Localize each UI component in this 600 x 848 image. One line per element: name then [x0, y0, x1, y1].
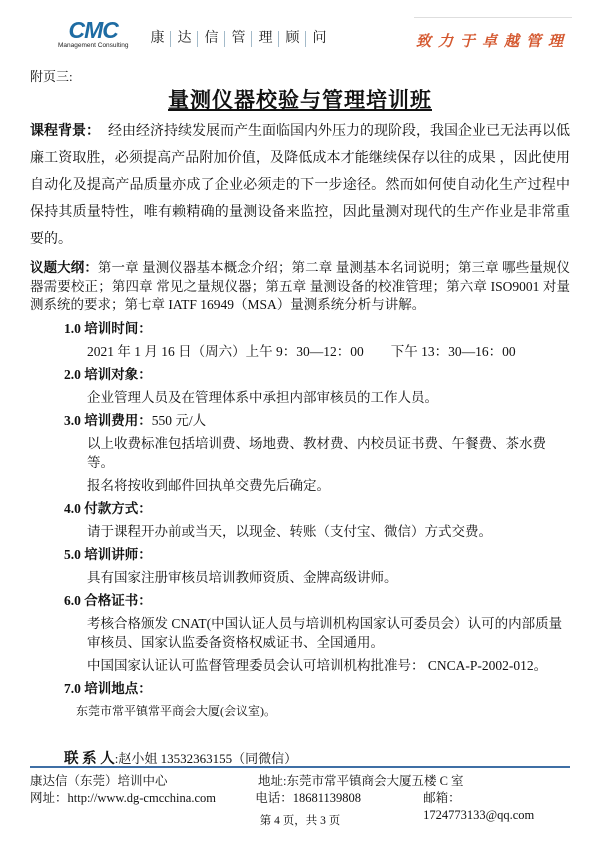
- footer-address: 地址:东莞市常平镇商会大厦五楼 C 室: [258, 774, 464, 788]
- section-line: 考核合格颁发 CNAT(中国认证人员与培训机构国家认可委员会）认可的内部质量审核员、国家认监委备资格权威证书、全国通用。: [87, 615, 563, 650]
- section-training-fee: [30, 411, 570, 495]
- section-training-time: [30, 319, 570, 361]
- brand-name: [144, 31, 332, 47]
- section-line: 2021 年 1 月 16 日（周六）上午 9：30—12：00 下午 13：30—16：00: [87, 343, 516, 359]
- section-certificate: [30, 591, 570, 675]
- brand-block: [58, 17, 332, 49]
- agenda-text: 第一章 量测仪器基本概念介绍；第二章 量测基本名词说明；第三章 哪些量规仪器需要校正；第四章 常见之量规仪器；第五章 量测设备的校准管理；第六章 ISO9001 对量测系统的要求；第七章 IATF 16949（MSA）量测系统分析与讲解。: [30, 260, 571, 312]
- agenda-label: 议题大纲：: [30, 260, 98, 275]
- brand-char: 康: [144, 31, 171, 47]
- section-heading: 6.0 合格证书：: [64, 592, 152, 608]
- footer-email: 邮箱：1724773133@qq.com: [423, 791, 535, 822]
- section-training-audience: [30, 365, 570, 407]
- brand-char: 信: [198, 31, 225, 47]
- footer-row: [30, 773, 570, 790]
- section-heading: 1.0 培训时间：: [64, 320, 152, 336]
- section-line: 请于课程开办前或当天，以现金、转账（支付宝、微信）方式交费。: [87, 523, 492, 539]
- section-heading: 3.0 培训费用：550 元/人: [64, 412, 207, 428]
- brand-char: 理: [252, 31, 279, 47]
- section-line: 具有国家注册审核员培训教师资质、金牌高级讲师。: [87, 569, 398, 585]
- footer-website: 网址：http://www.dg-cmcchina.com: [30, 791, 216, 805]
- appendix-label: 附页三:: [30, 69, 73, 84]
- course-background-paragraph: [30, 118, 570, 253]
- page-title: 量测仪器校验与管理培训班: [168, 88, 432, 112]
- footer-phone: 电话：18681139808: [255, 791, 362, 805]
- letterhead: [58, 17, 572, 51]
- footer-phone-number: 18681139808: [292, 791, 362, 805]
- contact-label: 联 系 人: [64, 750, 115, 767]
- contact-line: [64, 747, 570, 768]
- section-heading: 5.0 培训讲师：: [64, 546, 152, 562]
- cmc-logo-subtext: Management Consulting: [58, 42, 129, 49]
- section-payment-method: [30, 499, 570, 541]
- brand-char: 顾: [279, 31, 306, 47]
- section-line: 企业管理人员及在管理体系中承担内部审核员的工作人员。: [87, 389, 438, 405]
- section-trainer: [30, 545, 570, 587]
- section-heading: 2.0 培训对象：: [64, 366, 152, 382]
- contact-value: :赵小姐 13532363155（同微信）: [114, 750, 298, 766]
- course-background-label: 课程背景：: [30, 124, 100, 139]
- footer-website-url: http://www.dg-cmcchina.com: [67, 791, 216, 805]
- document-content: [30, 118, 570, 768]
- section-heading: 7.0 培训地点：: [64, 680, 152, 696]
- brand-char: 问: [312, 30, 327, 46]
- brand-char: 达: [171, 31, 198, 47]
- footer-org: 康达信（东莞）培训中心: [30, 774, 168, 788]
- cmc-logo-text: CMC: [68, 17, 118, 43]
- section-heading: 4.0 付款方式：: [64, 500, 152, 516]
- brand-char: 管: [225, 31, 252, 47]
- course-background-text: 经由经济持续发展而产生面临国内外压力的现阶段，我国企业已无法再以低廉工资取胜，必须提高产品附加价值，及降低成本才能继续保存以往的成果 ，因此使用自动化及提高产品质量亦成了企业必须走的下一步途径。然而如何使自动化生产过程中保持其质量特性，唯有赖精确的量测设备来监控，因此量测对现代的生产作业是非常重要的。: [30, 124, 570, 247]
- footer-email-address: 1724773133@qq.com: [423, 808, 535, 822]
- agenda-paragraph: [30, 259, 570, 315]
- footer-divider: [30, 766, 570, 768]
- section-line: 中国国家认证认可监督管理委员会认可培训机构批准号： CNCA-P-2002-012。: [87, 657, 548, 673]
- section-line: 东莞市常平镇常平商会大厦(会议室)。: [76, 703, 276, 718]
- page-number: 第 4 页，共 3 页: [259, 815, 341, 827]
- cmc-logo: [58, 17, 129, 49]
- section-training-location: [30, 679, 570, 721]
- section-inline-value: 550 元/人: [151, 412, 207, 428]
- section-line: 报名将按收到邮件回执单交费先后确定。: [87, 477, 330, 493]
- section-line: 以上收费标准包括培训费、场地费、教材费、内校员证书费、午餐费、茶水费等。: [87, 435, 546, 470]
- company-slogan: 致力于卓越管理: [414, 17, 572, 51]
